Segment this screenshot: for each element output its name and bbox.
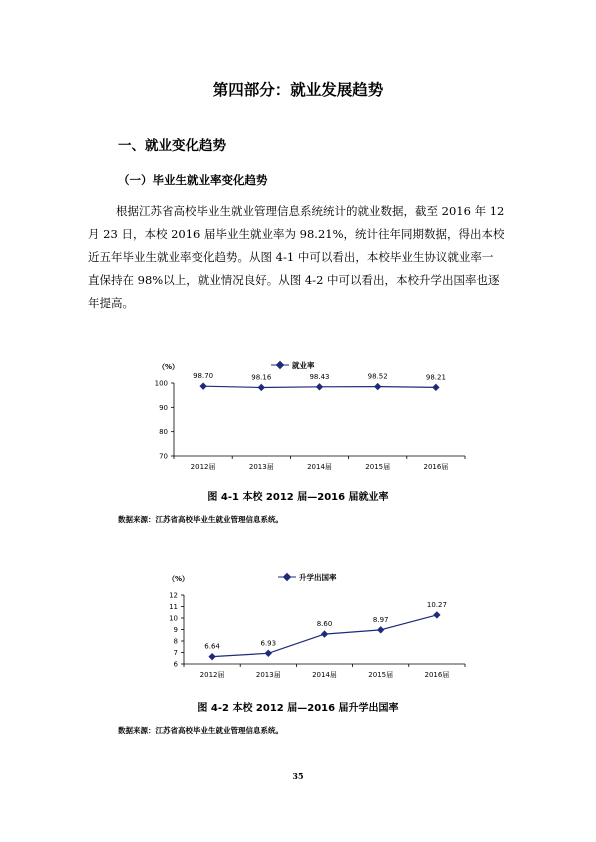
data-label: 6.64 (204, 642, 220, 651)
data-point (208, 653, 215, 660)
data-point (199, 382, 206, 389)
x-tick-label: 2016届 (423, 463, 449, 471)
x-tick-label: 2015届 (365, 463, 391, 471)
y-tick-label: 7 (173, 649, 178, 657)
page-number: 35 (292, 771, 304, 781)
data-label: 8.97 (372, 615, 389, 624)
data-label: 98.21 (425, 373, 446, 382)
figure1-caption: 图 4-1 本校 2012 届—2016 届就业率 (207, 492, 389, 503)
further-study-rate-chart (150, 562, 470, 687)
data-label: 8.60 (316, 620, 333, 629)
x-tick-label: 2014届 (312, 671, 337, 679)
data-point (316, 383, 323, 390)
data-point (265, 650, 272, 657)
y-tick-label: 12 (169, 591, 178, 600)
paragraph-line: 年提高。 (88, 296, 134, 310)
y-tick-label: 10 (169, 614, 178, 623)
legend-label: 就业率 (292, 361, 315, 370)
y-tick-label: 6 (173, 660, 178, 669)
figure2-caption: 图 4-2 本校 2012 届—2016 届升学出国率 (197, 703, 399, 714)
paragraph-line: 根据江苏省高校毕业生就业管理信息系统统计的就业数据，截至 2016 年 12 (116, 204, 505, 218)
legend-label: 升学出国率 (299, 573, 337, 582)
y-tick-label: 90 (159, 403, 168, 412)
y-axis-unit-label: （%） (158, 363, 180, 371)
data-label: 98.43 (309, 372, 330, 381)
data-point (374, 383, 381, 390)
paragraph-line: 月 23 日，本校 2016 届毕业生就业率为 98.21%，统计往年同期数据，得出本校 (88, 227, 505, 241)
data-label: 98.52 (367, 372, 388, 381)
figure1-source: 数据来源：江苏省高校毕业生就业管理信息系统。 (118, 515, 283, 524)
paragraph-line: 近五年毕业生就业率变化趋势。从图 4-1 中可以看出，本校毕业生协议就业率一 (88, 250, 494, 264)
legend-marker (276, 361, 284, 369)
x-tick-label: 2015届 (368, 671, 394, 679)
data-label: 6.93 (260, 639, 277, 648)
page-title: 第四部分：就业发展趋势 (212, 81, 384, 99)
y-tick-label: 8 (173, 637, 178, 646)
x-tick-label: 2014届 (307, 463, 332, 471)
paragraph-line: 直保持在 98%以上，就业情况良好。从图 4-2 中可以看出，本校升学出国率也逐 (88, 273, 500, 287)
data-point (432, 384, 439, 391)
data-point (258, 384, 265, 391)
data-label: 98.70 (193, 372, 214, 381)
data-point (377, 626, 384, 633)
y-axis-unit-label: （%） (168, 575, 190, 583)
y-tick-label: 9 (173, 626, 178, 634)
x-tick-label: 2012届 (190, 463, 216, 471)
y-tick-label: 100 (154, 379, 168, 388)
data-point (433, 611, 440, 618)
x-tick-label: 2016届 (424, 671, 450, 679)
y-tick-label: 11 (169, 603, 178, 611)
data-label: 98.16 (251, 373, 272, 382)
x-tick-label: 2012届 (199, 671, 225, 679)
x-tick-label: 2013届 (248, 463, 274, 471)
x-tick-label: 2013届 (255, 671, 281, 679)
data-point (321, 630, 328, 637)
data-label: 10.27 (426, 600, 447, 609)
employment-rate-chart (150, 345, 470, 480)
body-paragraph (88, 200, 508, 315)
legend-marker (283, 573, 291, 581)
figure2-source: 数据来源：江苏省高校毕业生就业管理信息系统。 (118, 726, 283, 735)
y-tick-label: 70 (159, 452, 168, 461)
y-tick-label: 80 (159, 428, 168, 437)
section-heading: 一、就业变化趋势 (118, 138, 226, 154)
subsection-heading: （一）毕业生就业率变化趋势 (118, 173, 268, 187)
